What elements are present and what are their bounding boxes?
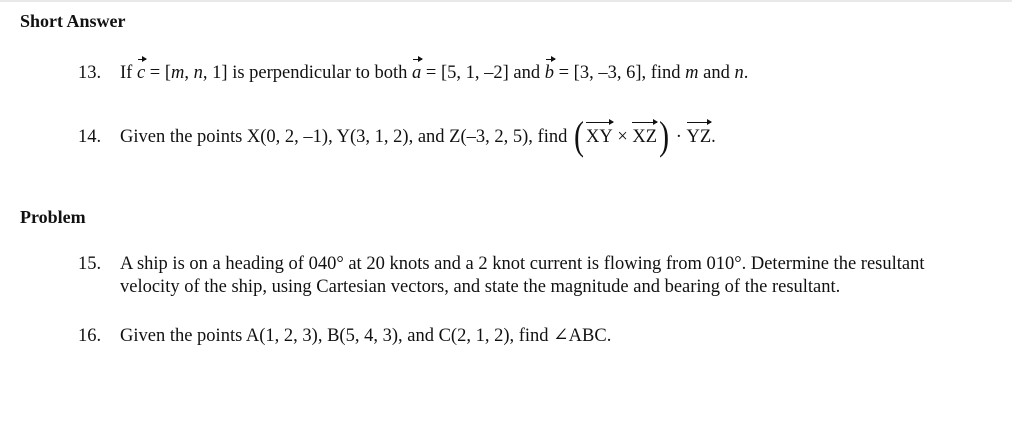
question-text-line-2: velocity of the ship, using Cartesian vectors, and state the magnitude and bearing of the resultant. (120, 277, 841, 297)
section-heading-problem: Problem (20, 207, 86, 227)
question-number: 16. (78, 326, 102, 346)
question-number: 13. (78, 63, 102, 83)
vector-xz: XZ (632, 127, 658, 147)
question-number: 14. (78, 127, 102, 147)
vector-c: c (136, 63, 146, 83)
question-number: 15. (78, 254, 102, 274)
question-text-line-1: A ship is on a heading of 040° at 20 knots and a 2 knot current is flowing from 010°. Determine the resultant (120, 254, 925, 274)
question-text: If c = [m, n, 1] is perpendicular to both a = [5, 1, –2] and b = [3, –3, 6], find m and n. (120, 63, 749, 83)
vector-yz: YZ (686, 127, 712, 147)
top-border (0, 0, 1012, 2)
vector-a: a (412, 63, 422, 83)
right-paren: ) (659, 114, 670, 159)
question-text: Given the points A(1, 2, 3), B(5, 4, 3), and C(2, 1, 2), find ∠ABC. (120, 326, 612, 346)
vector-xy: XY (585, 127, 613, 147)
left-paren: ( (573, 114, 584, 159)
vector-b: b (544, 63, 554, 83)
question-text: Given the points X(0, 2, –1), Y(3, 1, 2), and Z(–3, 2, 5), find ( XY × XZ) · YZ. (120, 114, 716, 159)
section-heading-short-answer: Short Answer (20, 11, 126, 31)
